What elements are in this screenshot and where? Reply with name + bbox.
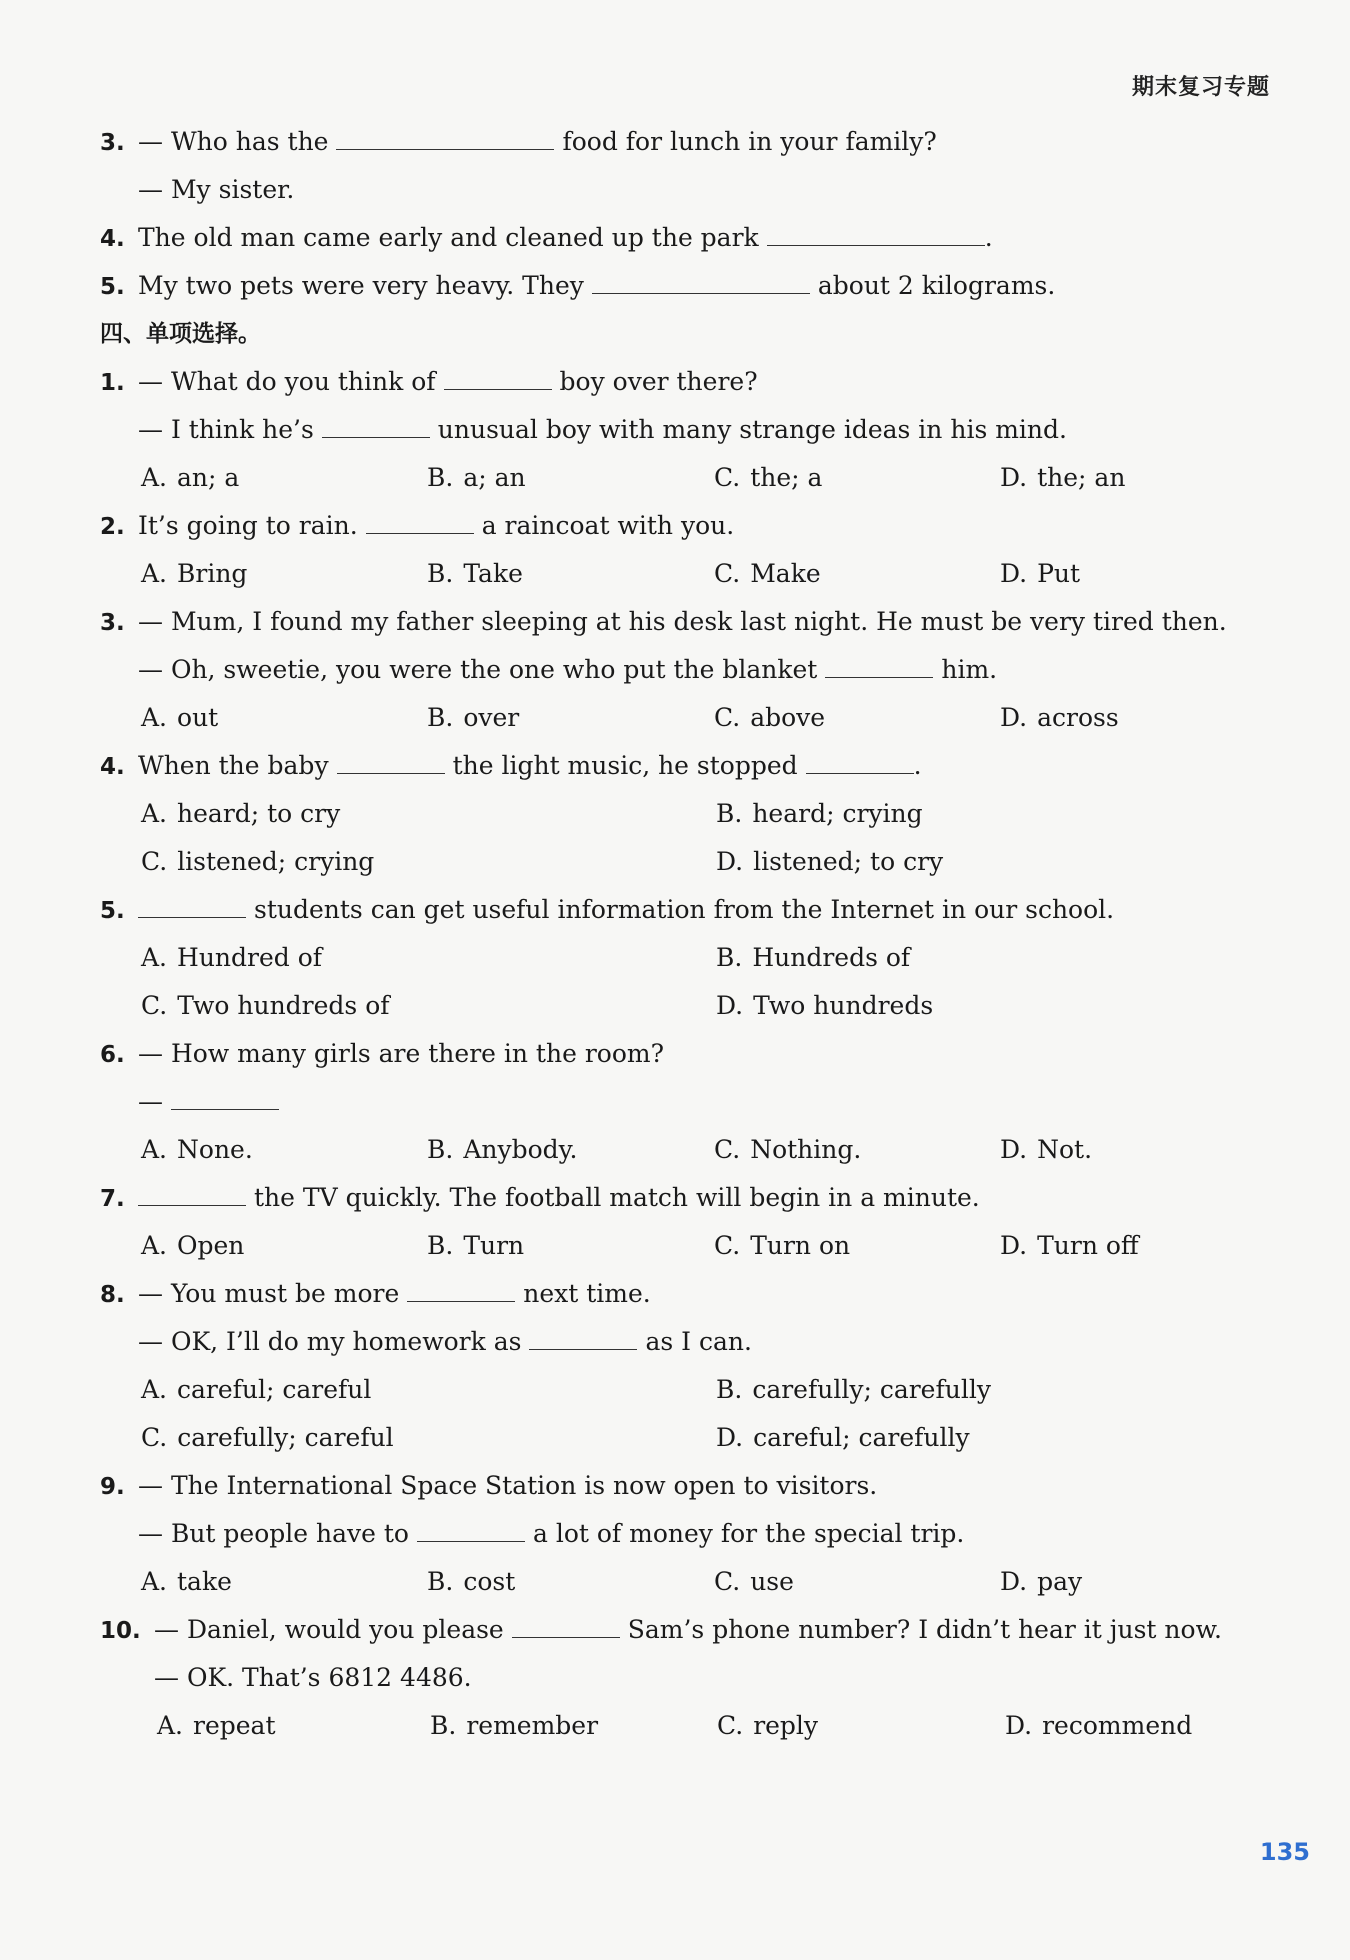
option-c[interactable]: C. Nothing. bbox=[714, 1135, 862, 1164]
mc-question-6: 6. — How many girls are there in the room? bbox=[100, 1039, 664, 1068]
answer-blank[interactable] bbox=[336, 125, 554, 150]
options-q10 bbox=[100, 1702, 1250, 1750]
fill-question-3-reply: — My sister. bbox=[138, 175, 295, 204]
mc-question-10: 10. — Daniel, would you please Sam’s phone number? I didn’t hear it just now. bbox=[100, 1615, 1222, 1644]
option-b[interactable]: B. carefully; carefully bbox=[716, 1375, 991, 1404]
option-a[interactable]: A. Bring bbox=[141, 559, 248, 588]
answer-blank[interactable] bbox=[337, 749, 445, 774]
options-q4-row2 bbox=[100, 838, 1250, 886]
options-q3 bbox=[100, 694, 1250, 742]
option-a[interactable]: A. take bbox=[141, 1567, 232, 1596]
option-b[interactable]: B. remember bbox=[430, 1711, 599, 1740]
mc-question-1: 1. — What do you think of boy over there? bbox=[100, 367, 758, 396]
answer-blank[interactable] bbox=[417, 1517, 525, 1542]
option-d[interactable]: D. Two hundreds bbox=[716, 991, 934, 1020]
content: 3. — Who has the food for lunch in your family? — My sister. 4. The old man came early and cleaned up the park . 5. My two pets were very heavy. They about 2 kilograms. 四、单项选择。 1. — What do you think of boy over there? — I think he’s unusual boy with many strange ideas in his mind. A. an; a B. a; an C. the; a D. the; an 2. It’s going to rain. a raincoat with you. A. Bring B. Take C. Make D. Put 3. — Mum, I found my father sleeping at his desk last night. He must be very tired then. — Oh, sweetie, you were the one who put the blanket him. A. out B. over C. above D. across 4. When the baby the light music, he stopped . A. heard; to cry B. heard; crying C. listened; crying D. listened; to cry 5. students can get useful information from the Internet in our school. A. Hundred of B. Hundreds of C. Two hundreds of D. Two hundreds 6. — How many girls are there in the room? — A. None. B. Anybody. C. Nothing. D. Not. 7. the TV quickly. The football match will begin in a minute. A. Open B. Turn C. Turn on D. Turn off 8. — You must be more next time. — OK, I’ll do my homework as as I can. A. careful; careful B. carefully; carefully C. carefully; careful D. careful; carefully 9. — The International Space Station is now open to visitors. — But people have to a lot of money for the special trip. A. take B. cost C. use D. pay 10. — Daniel, would you please Sam’s phone number? I didn’t hear it just now. — OK. That’s 6812 4486. A. repeat B. remember C. reply D. recommend bbox=[100, 118, 1250, 1750]
mc-question-5: 5. students can get useful information from the Internet in our school. bbox=[100, 895, 1115, 924]
question-number: 4. bbox=[100, 226, 125, 252]
option-a[interactable]: A. repeat bbox=[157, 1711, 276, 1740]
options-q5-row1 bbox=[100, 934, 1250, 982]
options-q1 bbox=[100, 454, 1250, 502]
mc-question-9: 9. — The International Space Station is now open to visitors. bbox=[100, 1471, 878, 1500]
option-a[interactable]: A. Hundred of bbox=[141, 943, 323, 972]
option-c[interactable]: C. above bbox=[714, 703, 826, 732]
question-number: 5. bbox=[100, 274, 125, 300]
option-b[interactable]: B. Hundreds of bbox=[716, 943, 911, 972]
answer-blank[interactable] bbox=[407, 1277, 515, 1302]
answer-blank[interactable] bbox=[529, 1325, 637, 1350]
option-d[interactable]: D. pay bbox=[1000, 1567, 1083, 1596]
option-d[interactable]: D. the; an bbox=[1000, 463, 1126, 492]
answer-blank[interactable] bbox=[444, 365, 552, 390]
mc-question-8: 8. — You must be more next time. bbox=[100, 1279, 651, 1308]
answer-blank[interactable] bbox=[806, 749, 914, 774]
options-q4-row1 bbox=[100, 790, 1250, 838]
answer-blank[interactable] bbox=[171, 1085, 279, 1110]
option-d[interactable]: D. Put bbox=[1000, 559, 1081, 588]
mc-question-3: 3. — Mum, I found my father sleeping at his desk last night. He must be very tired then. bbox=[100, 607, 1227, 636]
option-a[interactable]: A. an; a bbox=[141, 463, 240, 492]
option-d[interactable]: D. Not. bbox=[1000, 1135, 1093, 1164]
option-b[interactable]: B. Turn bbox=[427, 1231, 525, 1260]
option-a[interactable]: A. out bbox=[141, 703, 219, 732]
answer-blank[interactable] bbox=[322, 413, 430, 438]
option-c[interactable]: C. Make bbox=[714, 559, 821, 588]
option-d[interactable]: D. listened; to cry bbox=[716, 847, 944, 876]
option-c[interactable]: C. the; a bbox=[714, 463, 823, 492]
answer-blank[interactable] bbox=[767, 221, 985, 246]
option-a[interactable]: A. heard; to cry bbox=[141, 799, 341, 828]
option-a[interactable]: A. None. bbox=[141, 1135, 253, 1164]
mc-question-4: 4. When the baby the light music, he stopped . bbox=[100, 751, 922, 780]
answer-blank[interactable] bbox=[366, 509, 474, 534]
mc-question-7: 7. the TV quickly. The football match will begin in a minute. bbox=[100, 1183, 980, 1212]
options-q9 bbox=[100, 1558, 1250, 1606]
section-title: 四、单项选择。 bbox=[100, 321, 261, 347]
option-b[interactable]: B. over bbox=[427, 703, 520, 732]
options-q8-row1 bbox=[100, 1366, 1250, 1414]
option-b[interactable]: B. cost bbox=[427, 1567, 516, 1596]
option-b[interactable]: B. Take bbox=[427, 559, 523, 588]
answer-blank[interactable] bbox=[138, 893, 246, 918]
option-d[interactable]: D. careful; carefully bbox=[716, 1423, 970, 1452]
option-a[interactable]: A. Open bbox=[141, 1231, 245, 1260]
options-q5-row2 bbox=[100, 982, 1250, 1030]
option-d[interactable]: D. Turn off bbox=[1000, 1231, 1139, 1260]
option-a[interactable]: A. careful; careful bbox=[141, 1375, 372, 1404]
mc-question-2: 2. It’s going to rain. a raincoat with you. bbox=[100, 511, 735, 540]
options-q8-row2 bbox=[100, 1414, 1250, 1462]
answer-blank[interactable] bbox=[825, 653, 933, 678]
answer-blank[interactable] bbox=[512, 1613, 620, 1638]
option-c[interactable]: C. reply bbox=[717, 1711, 819, 1740]
option-c[interactable]: C. Turn on bbox=[714, 1231, 851, 1260]
answer-blank[interactable] bbox=[592, 269, 810, 294]
question-number: 3. bbox=[100, 130, 125, 156]
options-q2 bbox=[100, 550, 1250, 598]
fill-question-3: 3. — Who has the food for lunch in your family? bbox=[100, 118, 1250, 166]
option-b[interactable]: B. Anybody. bbox=[427, 1135, 578, 1164]
options-q7 bbox=[100, 1222, 1250, 1270]
fill-question-4: 4. The old man came early and cleaned up the park . bbox=[100, 214, 1250, 262]
option-c[interactable]: C. listened; crying bbox=[141, 847, 375, 876]
option-c[interactable]: C. Two hundreds of bbox=[141, 991, 390, 1020]
option-b[interactable]: B. a; an bbox=[427, 463, 526, 492]
option-b[interactable]: B. heard; crying bbox=[716, 799, 923, 828]
option-c[interactable]: C. carefully; careful bbox=[141, 1423, 394, 1452]
option-d[interactable]: D. across bbox=[1000, 703, 1119, 732]
option-d[interactable]: D. recommend bbox=[1005, 1711, 1193, 1740]
answer-blank[interactable] bbox=[138, 1181, 246, 1206]
page-header: 期末复习专题 bbox=[1131, 75, 1270, 100]
page-number: 135 bbox=[1259, 1838, 1310, 1866]
options-q6 bbox=[100, 1126, 1250, 1174]
fill-question-5: 5. My two pets were very heavy. They about 2 kilograms. bbox=[100, 262, 1250, 310]
option-c[interactable]: C. use bbox=[714, 1567, 794, 1596]
